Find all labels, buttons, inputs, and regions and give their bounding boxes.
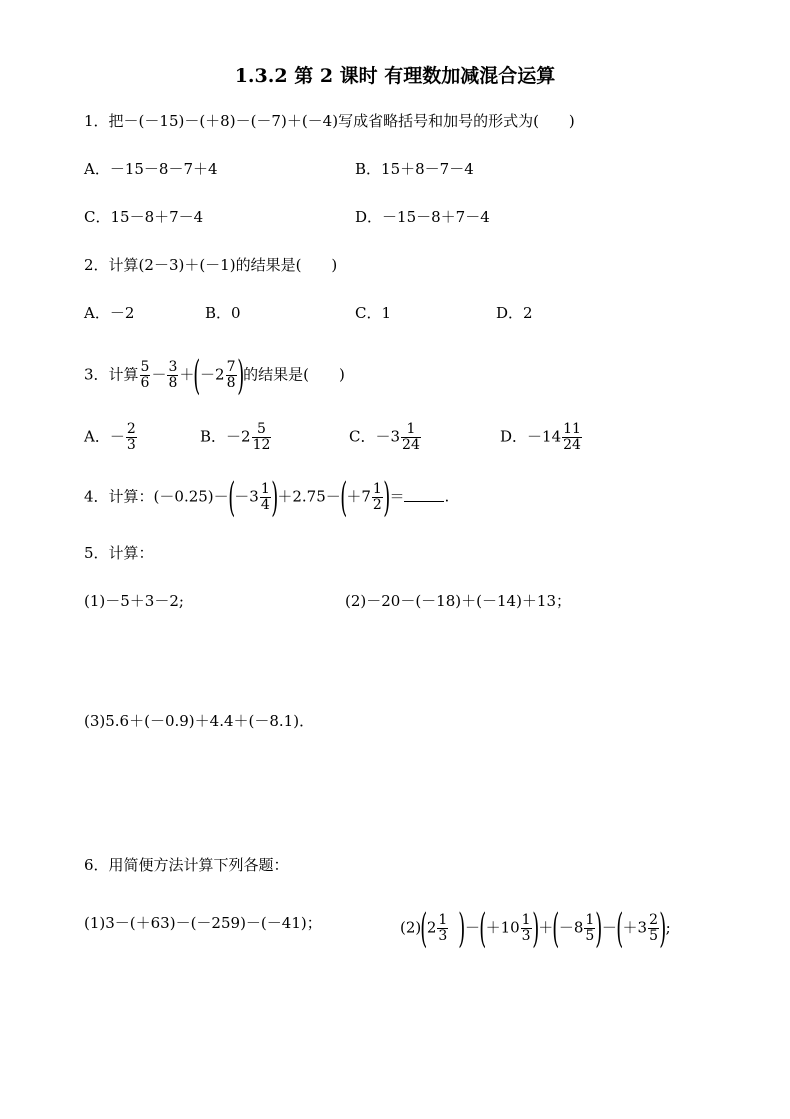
question-6-stem: 6．用简便方法计算下列各题：: [84, 856, 289, 874]
q6-p2-label: (2): [400, 918, 422, 937]
q3-f3-num: 7: [226, 359, 236, 375]
q3-b-label: B．: [200, 427, 227, 446]
q6-d-sign: ＋3: [622, 918, 648, 937]
left-paren: (: [552, 905, 560, 952]
q6-a-num: 1: [438, 912, 448, 928]
q2-option-a: A．－2: [84, 304, 135, 322]
right-paren: ): [531, 905, 539, 952]
q3-b-num: 5: [257, 421, 266, 437]
q3-f3-den: 8: [226, 375, 236, 391]
q3-f2-den: 8: [168, 375, 178, 391]
q4-prefix: 4．计算：(－0.25)－: [84, 487, 229, 506]
q3-d-fraction: [562, 422, 582, 453]
q6-fraction-c: [584, 913, 595, 944]
question-5-stem: 5．计算：: [84, 544, 154, 562]
q3-f2-num: 3: [168, 359, 178, 375]
q1-option-a: A．－15－8－7＋4: [84, 160, 218, 178]
q3-b-den: 12: [252, 437, 271, 453]
q3-c-sign: －3: [375, 427, 401, 446]
q5-part-2: (2)－20－(－18)＋(－14)＋13；: [345, 592, 572, 610]
left-paren: (: [420, 905, 428, 952]
q6-end: ;: [665, 918, 671, 937]
q3-c-den: 24: [402, 437, 420, 453]
q6-d-den: 5: [649, 928, 658, 944]
q3-a-fraction: [126, 422, 137, 453]
q3-prefix: 3．计算: [84, 365, 139, 384]
q3-fraction-2: [167, 360, 178, 391]
q2-option-c: C．1: [355, 304, 392, 322]
q6-op-3: －: [601, 918, 617, 937]
left-paren: (: [616, 905, 624, 952]
page-title: 1.3.2 第 2 课时 有理数加减混合运算: [234, 65, 556, 87]
left-paren: (: [479, 905, 487, 952]
q4-t1-sign: －3: [234, 487, 259, 506]
q3-fraction-1: [140, 360, 151, 391]
q3-fraction-3: [226, 360, 237, 391]
q4-end: .: [444, 487, 450, 506]
question-1-stem: 1．把－(－15)－(＋8)－(－7)＋(－4)写成省略括号和加号的形式为( ): [84, 112, 575, 130]
answer-blank[interactable]: [404, 487, 444, 502]
q4-t2-sign: ＋7: [346, 487, 371, 506]
q3-d-den: 24: [563, 437, 581, 453]
q4-t1-den: 4: [260, 497, 270, 513]
q3-d-num: 11: [563, 421, 581, 437]
q4-fraction-2: [372, 482, 383, 513]
question-2-stem: 2．计算(2－3)＋(－1)的结果是( ): [84, 256, 338, 274]
question-3-stem: [84, 352, 345, 399]
left-paren: (: [227, 474, 235, 521]
q6-fraction-d: [648, 913, 659, 944]
q3-f1-den: 6: [140, 375, 150, 391]
q4-t2-den: 2: [372, 497, 382, 513]
q2-option-b: B．0: [205, 304, 241, 322]
q3-minus: －: [151, 365, 167, 384]
right-paren: ): [236, 352, 244, 399]
q3-option-b: [200, 422, 272, 453]
q3-option-c: [349, 422, 422, 453]
q4-mid: ＋2.75－: [277, 487, 341, 506]
q6-fraction-a: [437, 913, 448, 944]
q3-option-d: [500, 422, 583, 453]
question-4-stem: [84, 474, 450, 521]
q6-a-whole: 2: [426, 918, 437, 937]
q6-fraction-b: [521, 913, 532, 944]
q6-op-1: －: [464, 918, 480, 937]
q4-t2-num: 1: [372, 481, 382, 497]
q1-option-d: D．－15－8＋7－4: [355, 208, 490, 226]
left-paren: (: [340, 474, 348, 521]
q5-part-3: (3)5.6＋(－0.9)＋4.4＋(－8.1)．: [84, 712, 315, 730]
q6-c-den: 5: [585, 928, 595, 944]
q1-option-b: B．15＋8－7－4: [355, 160, 474, 178]
q3-inner-sign: －2: [200, 365, 225, 384]
q6-c-num: 1: [585, 912, 595, 928]
right-paren: ): [271, 474, 279, 521]
q3-f1-num: 5: [140, 359, 150, 375]
q3-plus: ＋: [179, 365, 195, 384]
q3-a-num: 2: [126, 421, 136, 437]
q3-c-num: 1: [406, 421, 416, 437]
q6-part-1: (1)3－(＋63)－(－259)－(－41)；: [84, 914, 322, 932]
q6-op-2: ＋: [538, 918, 554, 937]
q5-part-1: (1)－5＋3－2;: [84, 592, 184, 610]
right-paren: ): [458, 905, 466, 952]
q1-option-c: C．15－8＋7－4: [84, 208, 204, 226]
q6-b-num: 1: [521, 912, 531, 928]
q3-a-sign: －: [109, 427, 125, 446]
q3-a-label: A．: [84, 427, 110, 446]
q6-d-num: 2: [649, 912, 658, 928]
q3-d-sign: －14: [527, 427, 562, 446]
q3-d-label: D．: [500, 427, 528, 446]
q6-c-sign: －8: [558, 918, 584, 937]
q3-b-sign: －2: [226, 427, 251, 446]
left-paren: (: [193, 352, 201, 399]
q3-c-fraction: [401, 422, 421, 453]
q3-a-den: 3: [126, 437, 136, 453]
q6-a-den: 3: [438, 928, 448, 944]
q3-suffix: 的结果是( ): [243, 365, 345, 384]
right-paren: ): [595, 905, 603, 952]
q3-c-label: C．: [349, 427, 376, 446]
q6-b-sign: ＋10: [485, 918, 520, 937]
q4-fraction-1: [260, 482, 271, 513]
q2-option-d: D．2: [496, 304, 533, 322]
q3-b-fraction: [252, 422, 272, 453]
q3-option-a: [84, 422, 138, 453]
right-paren: ): [659, 905, 667, 952]
right-paren: ): [383, 474, 391, 521]
q6-b-den: 3: [521, 928, 531, 944]
q4-equals: ＝: [389, 487, 405, 506]
q6-part-2: [400, 905, 671, 952]
q4-t1-num: 1: [260, 481, 270, 497]
